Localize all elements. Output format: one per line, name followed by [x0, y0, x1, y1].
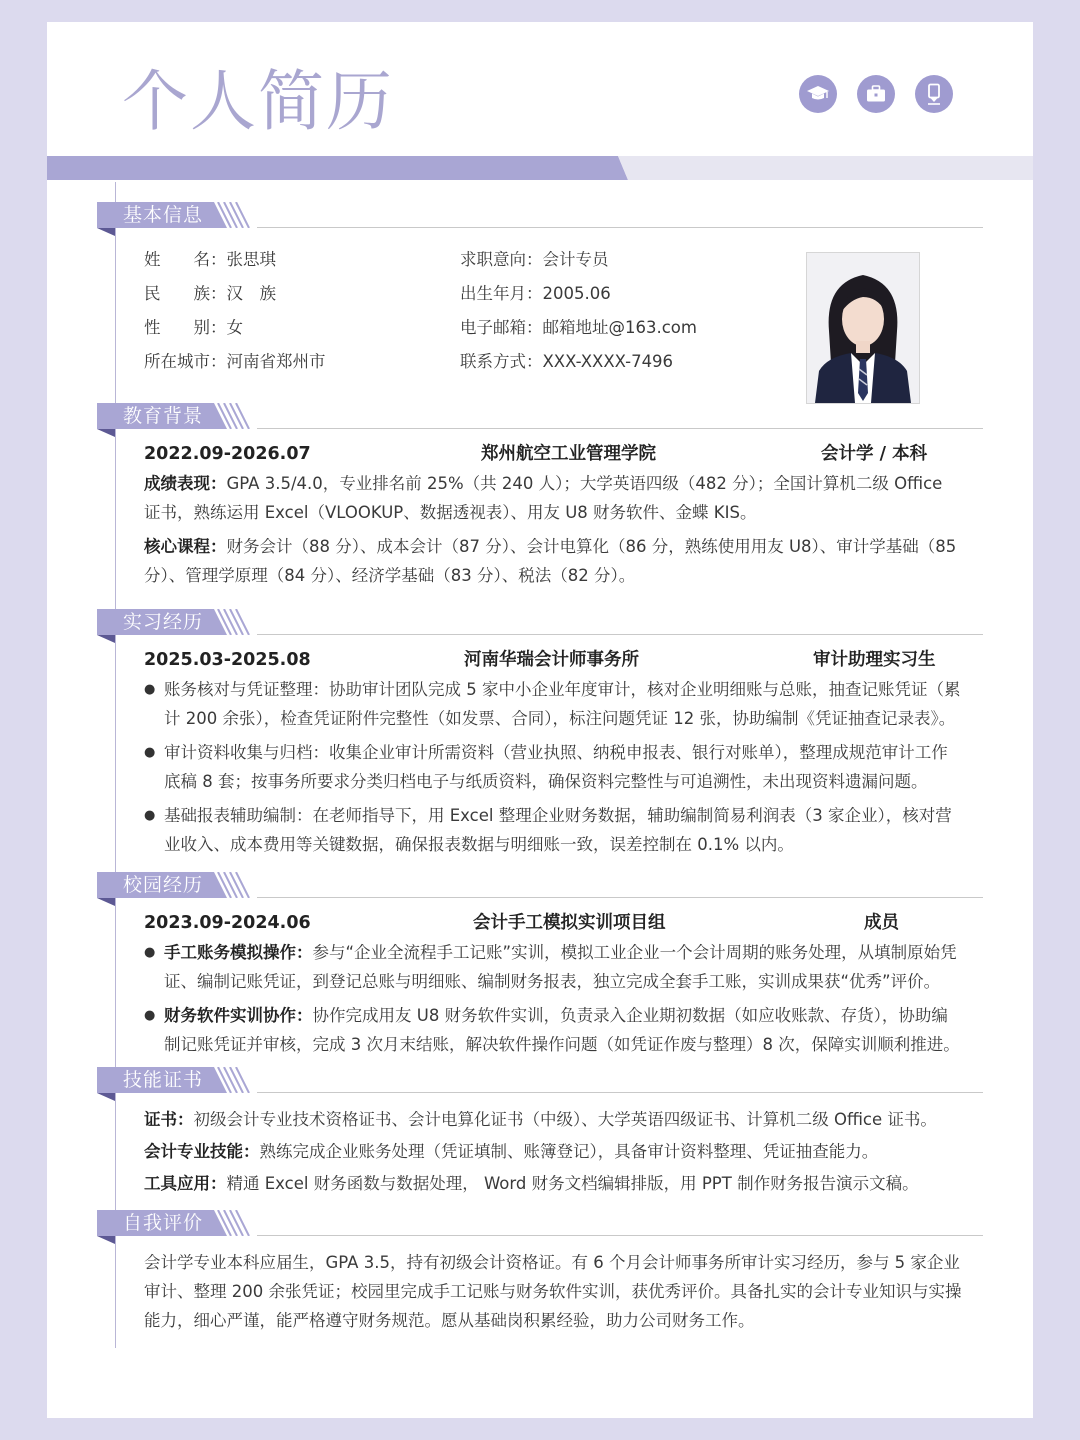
info-ethnic — [144, 282, 276, 306]
pen-icon — [915, 75, 953, 113]
section-header — [97, 1067, 983, 1095]
internship-role: 审计助理实习生 — [813, 650, 936, 670]
education-entry-head — [144, 439, 962, 469]
section-internship — [97, 609, 983, 864]
section-title: 基本信息 — [123, 204, 204, 226]
section-divider — [257, 897, 983, 898]
courses-paragraph — [144, 532, 962, 590]
self-body — [144, 1248, 962, 1335]
info-gender — [144, 316, 243, 340]
section-title: 教育背景 — [123, 405, 204, 427]
major-degree: 会计学 / 本科 — [821, 444, 928, 464]
campus-role: 成员 — [864, 913, 899, 933]
section-header — [97, 202, 983, 230]
section-self-evaluation — [97, 1210, 983, 1340]
section-title: 自我评价 — [123, 1212, 204, 1234]
info-city — [144, 350, 326, 374]
performance-text: GPA 3.5/4.0，专业排名前 25%（共 240 人）；大学英语四级（482 分）；全国计算机二级 Office 证书，熟练运用 Excel（VLOOKUP、数据透视表）、用友 U8 财务软件、金蝶 KIS。 — [144, 474, 943, 522]
cert-paragraph — [144, 1105, 962, 1134]
campus-entry-head — [144, 908, 962, 938]
acct-skill-label: 会计专业技能： — [144, 1142, 260, 1161]
section-fold — [97, 429, 115, 437]
section-header — [97, 872, 983, 900]
section-divider — [257, 428, 983, 429]
phone-label: 联系方式： — [460, 352, 543, 371]
city-value: 河南省郑州市 — [226, 352, 326, 371]
name-value: 张思琪 — [226, 250, 276, 269]
internship-item: ● 审计资料收集与归档：收集企业审计所需资料（营业执照、纳税申报表、银行对账单），整理成规范审计工作底稿 8 套；按事务所要求分类归档电子与纸质资料，确保资料完整性与可追溯性，未出现资料遗漏问题。 — [144, 738, 962, 796]
section-divider — [257, 634, 983, 635]
performance-label: 成绩表现： — [144, 474, 227, 493]
campus-item-text: 协作完成用友 U8 财务软件实训，负责录入企业期初数据（如应收账款、存货），协助编制记账凭证并审核，完成 3 次月末结账，解决软件操作问题（如凭证作废与整理）8 次，保障实训顺利推进。 — [164, 1006, 960, 1054]
education-body — [144, 439, 962, 590]
header-banner — [47, 156, 1033, 180]
resume-title: 个人简历 — [122, 63, 394, 140]
campus-item — [144, 938, 962, 996]
campus-item-text: 参与“企业全流程手工记账”实训，模拟工业企业一个会计周期的账务处理，从填制原始凭证、编制记账凭证，到登记总账与明细账、编制财务报表，独立完成全套手工账，实训成果获“优秀”评价。 — [164, 943, 957, 991]
acct-skill-text: 熟练完成企业账务处理（凭证填制、账簿登记），具备审计资料整理、凭证抽查能力。 — [259, 1142, 879, 1161]
cert-label: 证书： — [144, 1110, 194, 1129]
self-evaluation-text: 会计学专业本科应届生，GPA 3.5，持有初级会计资格证。有 6 个月会计师事务所审计实习经历，参与 5 家企业审计、整理 200 余张凭证；校园里完成手工记账与财务软件实训，获优秀评价。具备扎实的会计专业知识与实操能力，细心严谨，能严格遵守财务规范。愿从基础岗积累经验，助力公司财务工作。 — [144, 1253, 962, 1330]
email-value: 邮箱地址@163.com — [542, 318, 697, 337]
section-header — [97, 609, 983, 637]
courses-label: 核心课程： — [144, 537, 227, 556]
performance-paragraph — [144, 469, 962, 527]
campus-period: 2023.09-2024.06 — [144, 913, 311, 933]
section-campus — [97, 872, 983, 1064]
intent-value: 会计专员 — [542, 250, 609, 269]
info-name — [144, 248, 276, 272]
section-fold — [97, 1093, 115, 1101]
education-period: 2022.09-2026.07 — [144, 444, 311, 464]
internship-period: 2025.03-2025.08 — [144, 650, 311, 670]
name-label: 姓 名： — [144, 250, 227, 269]
birth-value: 2005.06 — [542, 284, 611, 303]
skills-body — [144, 1105, 962, 1198]
birth-label: 出生年月： — [460, 284, 543, 303]
section-fold — [97, 898, 115, 906]
tools-text: 精通 Excel 财务函数与数据处理， Word 财务文档编辑排版，用 PPT 制作财务报告演示文稿。 — [226, 1174, 919, 1193]
campus-item-label: 财务软件实训协作： — [164, 1006, 313, 1025]
ethnic-value: 汉 族 — [226, 284, 276, 303]
campus-body — [144, 908, 962, 1059]
section-title: 技能证书 — [123, 1069, 204, 1091]
section-fold — [97, 635, 115, 643]
courses-text: 财务会计（88 分）、成本会计（87 分）、会计电算化（86 分，熟练使用用友 U8）、审计学基础（85 分）、管理学原理（84 分）、经济学基础（83 分）、税法（82 分）。 — [144, 537, 957, 585]
school-name: 郑州航空工业管理学院 — [481, 444, 656, 464]
info-phone — [460, 350, 673, 374]
gender-value: 女 — [226, 318, 243, 337]
internship-item: ● 账务核对与凭证整理：协助审计团队完成 5 家中小企业年度审计，核对企业明细账与总账，抽查记账凭证（累计 200 余张），检查凭证附件完整性（如发票、合同），标注问题凭证 12 张，协助编制《凭证抽查记录表》。 — [144, 675, 962, 733]
company-name: 河南华瑞会计师事务所 — [464, 650, 639, 670]
campus-org: 会计手工模拟实训项目组 — [473, 913, 666, 933]
gender-label: 性 别： — [144, 318, 227, 337]
tools-label: 工具应用： — [144, 1174, 227, 1193]
section-title: 实习经历 — [123, 611, 204, 633]
section-education — [97, 403, 983, 595]
section-divider — [257, 227, 983, 228]
profile-photo — [806, 252, 920, 404]
tools-paragraph — [144, 1169, 962, 1198]
internship-body — [144, 645, 962, 859]
section-header — [97, 403, 983, 431]
section-basic-info — [97, 202, 983, 230]
resume-page — [47, 22, 1033, 1418]
section-divider — [257, 1092, 983, 1093]
info-intent — [460, 248, 609, 272]
section-fold — [97, 228, 115, 236]
info-birth — [460, 282, 611, 306]
campus-item — [144, 1001, 962, 1059]
graduation-cap-icon — [799, 75, 837, 113]
phone-value: XXX-XXXX-7496 — [542, 352, 674, 371]
campus-item-label: 手工账务模拟操作： — [164, 943, 313, 962]
section-skills — [97, 1067, 983, 1203]
ethnic-label: 民 族： — [144, 284, 227, 303]
city-label: 所在城市： — [144, 352, 227, 371]
section-divider — [257, 1235, 983, 1236]
internship-item: ● 基础报表辅助编制：在老师指导下，用 Excel 整理企业财务数据，辅助编制简易利润表（3 家企业），核对营业收入、成本费用等关键数据，确保报表数据与明细账一致，误差控制在 0.1% 以内。 — [144, 801, 962, 859]
intent-label: 求职意向： — [460, 250, 543, 269]
section-fold — [97, 1236, 115, 1244]
briefcase-icon — [857, 75, 895, 113]
section-title: 校园经历 — [123, 874, 204, 896]
email-label: 电子邮箱： — [460, 318, 543, 337]
info-email — [460, 316, 697, 340]
acct-skill-paragraph — [144, 1137, 962, 1166]
internship-entry-head — [144, 645, 962, 675]
section-header — [97, 1210, 983, 1238]
cert-text: 初级会计专业技术资格证书、会计电算化证书（中级）、大学英语四级证书、计算机二级 Office 证书。 — [193, 1110, 937, 1129]
